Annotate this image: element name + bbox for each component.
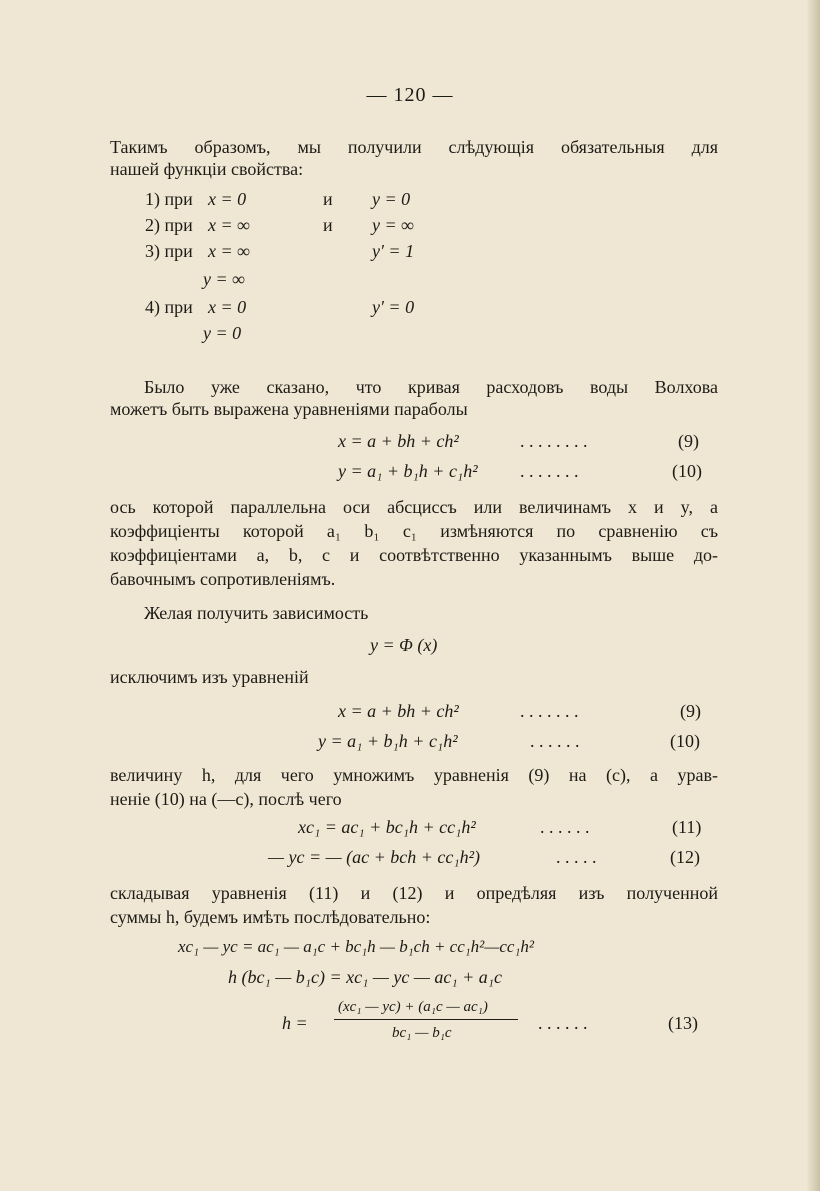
condition-value: x = 0 <box>208 297 247 317</box>
condition-value: x = ∞ <box>208 241 250 261</box>
equation-phi: y = Φ (x) <box>370 635 438 655</box>
leader-dots: . . . . . . <box>540 817 590 837</box>
condition-value: x = 0 <box>208 189 247 209</box>
paragraph-line: неніе (10) на (—c), послѣ чего <box>110 789 342 809</box>
paragraph-line: бавочнымъ сопротивленіямъ. <box>110 569 336 589</box>
leader-dots: . . . . . . <box>530 731 580 751</box>
equation-9: x = a + bh + ch² <box>338 701 459 721</box>
leader-dots: . . . . . . . . <box>520 431 588 451</box>
condition-label: 3) при <box>145 241 193 261</box>
paragraph-line: исключимъ изъ уравненій <box>110 667 309 687</box>
equation-number: (9) <box>678 431 699 451</box>
condition-value: y = ∞ <box>203 269 245 289</box>
condition-value: y = 0 <box>203 323 242 343</box>
condition-label: 2) при <box>145 215 193 235</box>
equation-13-denominator: bc₁ — b₁c <box>392 1025 452 1041</box>
paragraph-line: складывая уравненія (11) и (12) и опредѣляя изъ полученной <box>110 883 718 903</box>
equation-9: x = a + bh + ch² <box>338 431 459 451</box>
paragraph-line: Было уже сказано, что кривая расходовъ воды Волхова <box>144 377 718 397</box>
condition-value: y = 0 <box>372 189 411 209</box>
equation-sum: xc₁ — yc = ac₁ — a₁c + bc₁h — b₁ch + cc₁h²—cc₁h² <box>178 937 534 956</box>
condition-value: y = ∞ <box>372 215 414 235</box>
leader-dots: . . . . . . . <box>520 461 579 481</box>
equation-number: (10) <box>672 461 702 481</box>
leader-dots: . . . . . . <box>538 1013 588 1033</box>
condition-conj: и <box>323 189 333 209</box>
equation-13-numerator: (xc₁ — yc) + (a₁c — ac₁) <box>338 999 488 1015</box>
paragraph-line: Такимъ образомъ, мы получили слѣдующія обязательныя для <box>110 137 718 157</box>
paragraph-line: коэффиціенты которой a₁ b₁ c₁ измѣняются по сравненію съ <box>110 521 718 541</box>
equation-number: (12) <box>670 847 700 867</box>
paragraph-line: коэффиціентами a, b, c и соотвѣтственно указаннымъ выше до- <box>110 545 718 565</box>
condition-label: 4) при <box>145 297 193 317</box>
equation-number: (9) <box>680 701 701 721</box>
condition-value: x = ∞ <box>208 215 250 235</box>
equation-10: y = a₁ + b₁h + c₁h² <box>338 461 478 481</box>
page-number: — 120 — <box>366 84 454 106</box>
leader-dots: . . . . . . . <box>520 701 579 721</box>
paragraph-line: величину h, для чего умножимъ уравненія (9) на (c), а урав- <box>110 765 718 785</box>
leader-dots: . . . . . <box>556 847 597 867</box>
paragraph-line: суммы h, будемъ имѣть послѣдовательно: <box>110 907 431 927</box>
page-edge <box>806 0 820 1191</box>
paragraph-line: ось которой параллельна оси абсциссъ или величинамъ x и y, а <box>110 497 718 517</box>
equation-10: y = a₁ + b₁h + c₁h² <box>318 731 458 751</box>
equation-number: (11) <box>672 817 702 837</box>
equation-13-lhs: h = <box>282 1013 308 1033</box>
condition-value: y′ = 1 <box>372 241 415 261</box>
paragraph-line: можетъ быть выражена уравненіями параболы <box>110 399 468 419</box>
condition-conj: и <box>323 215 333 235</box>
paragraph-line: Желая получить зависимость <box>144 603 369 623</box>
equation-number: (13) <box>668 1013 698 1033</box>
condition-label: 1) при <box>145 189 193 209</box>
condition-value: y′ = 0 <box>372 297 415 317</box>
equation-11: xc₁ = ac₁ + bc₁h + cc₁h² <box>298 817 476 837</box>
equation-h: h (bc₁ — b₁c) = xc₁ — yc — ac₁ + a₁c <box>228 967 502 987</box>
paragraph-line: нашей функціи свойства: <box>110 159 304 179</box>
equation-number: (10) <box>670 731 700 751</box>
fraction-bar <box>334 1019 518 1020</box>
equation-12: — yc = — (ac + bch + cc₁h²) <box>268 847 481 867</box>
